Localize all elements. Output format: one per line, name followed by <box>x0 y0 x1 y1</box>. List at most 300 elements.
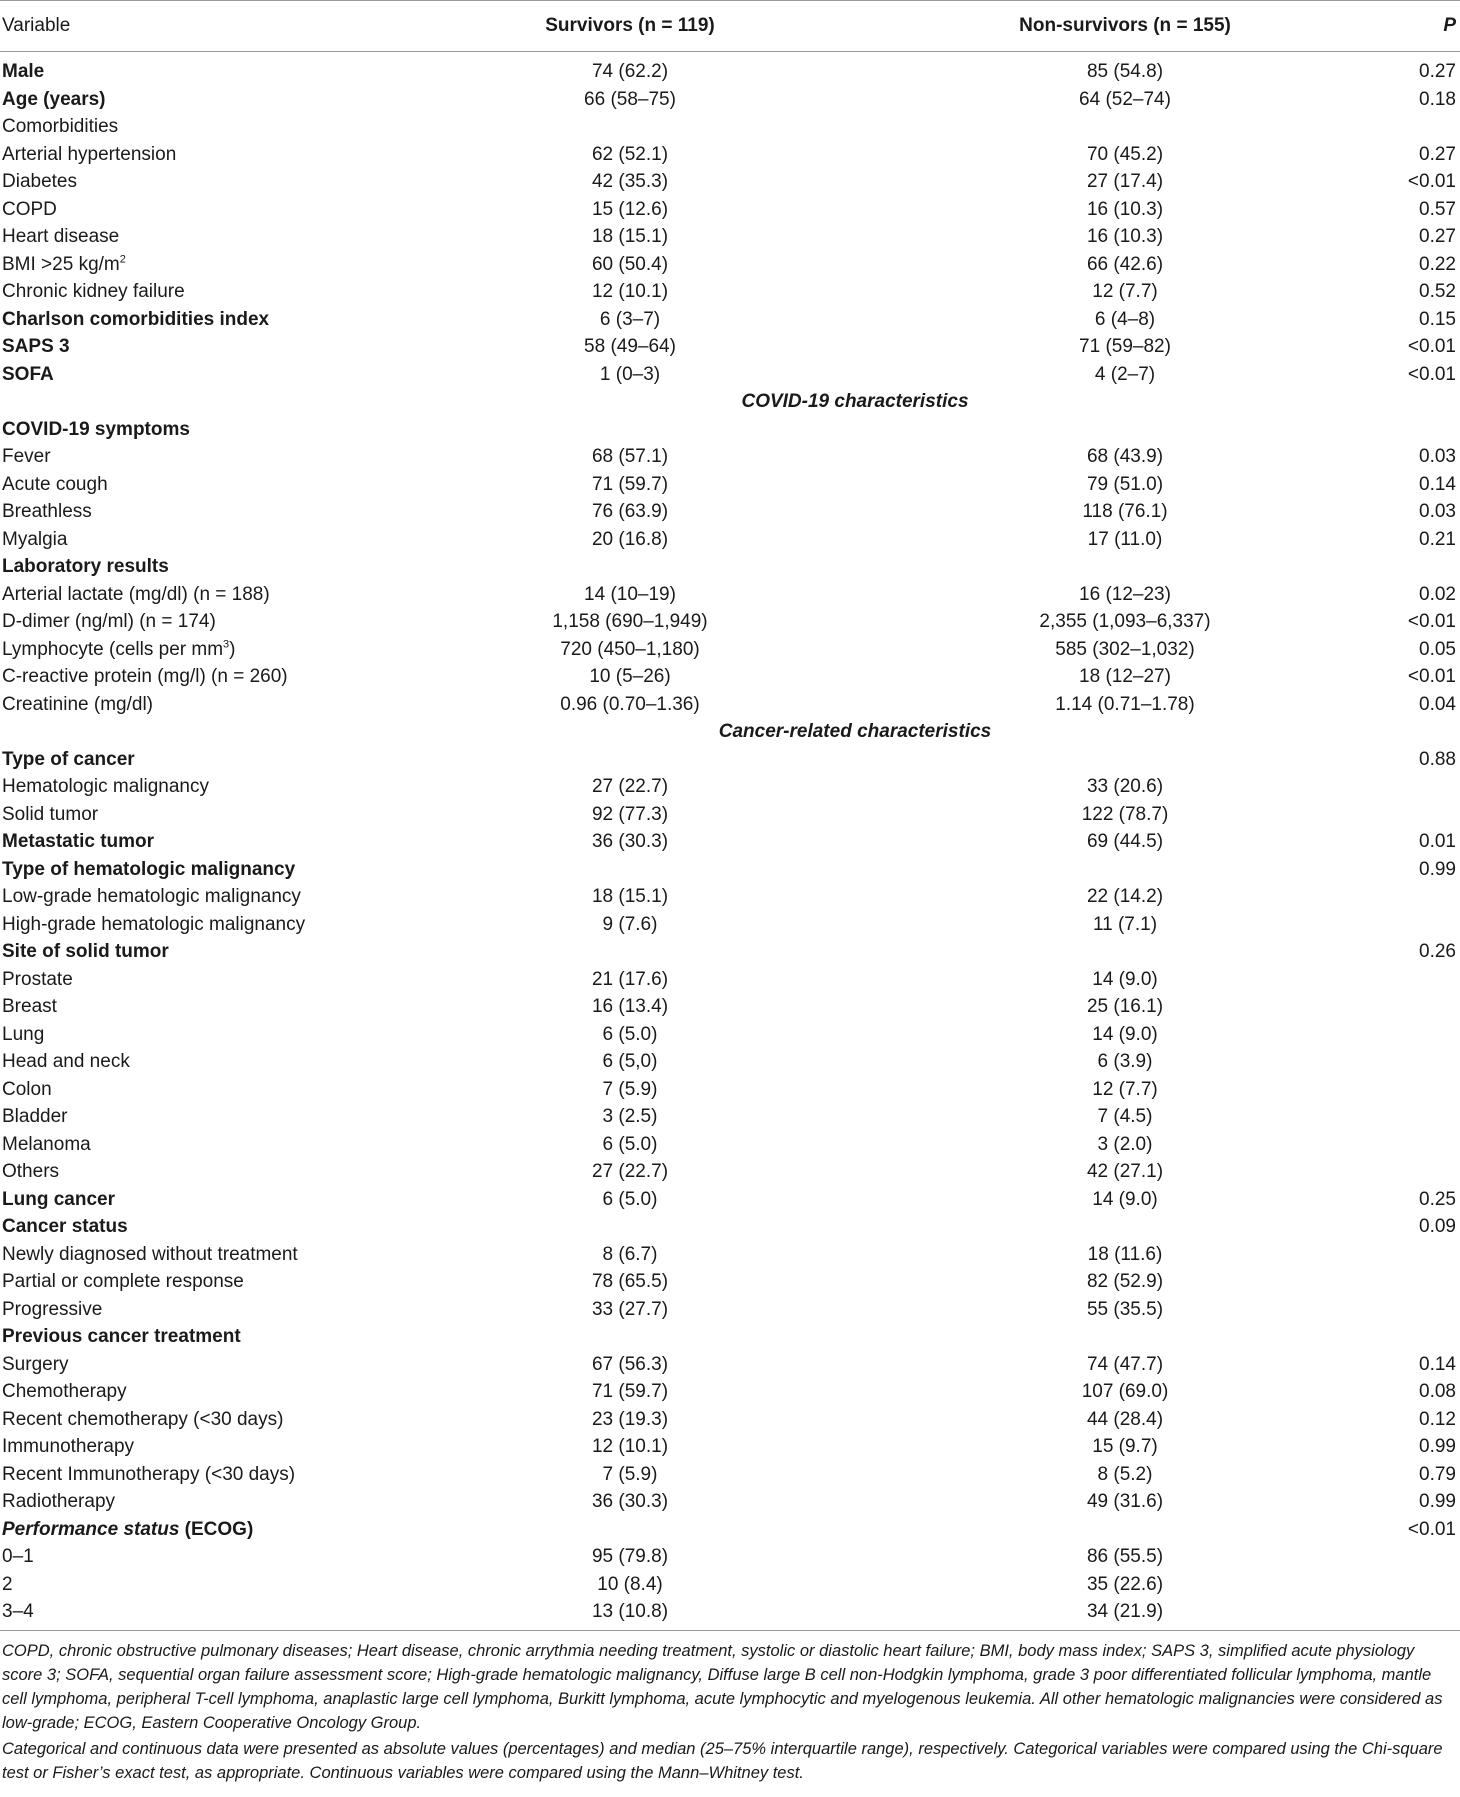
section-row <box>0 718 1460 746</box>
nonsurvivors-value: 6 (4–8) <box>1094 308 1156 330</box>
nonsurvivors-value: 7 (4.5) <box>1097 1106 1153 1127</box>
table-row <box>0 746 1460 774</box>
row-variable <box>0 1323 360 1351</box>
p-value: <0.01 <box>1407 666 1456 687</box>
row-label: Myalgia <box>2 528 68 550</box>
header-variable: Variable <box>0 1 360 52</box>
row-label: Breast <box>2 996 57 1017</box>
nonsurvivors-value: 8 (5.2) <box>1097 1463 1153 1485</box>
row-variable <box>0 141 360 169</box>
survivors-value: 42 (35.3) <box>591 171 669 192</box>
row-variable <box>0 1598 360 1630</box>
p-value: <0.01 <box>1407 611 1456 632</box>
row-variable <box>0 581 360 609</box>
row-variable <box>0 1048 360 1076</box>
row-variable <box>0 1543 360 1571</box>
nonsurvivors-value: 79 (51.0) <box>1086 473 1164 495</box>
p-value <box>1350 1323 1460 1351</box>
survivors-value: 71 (59.7) <box>591 1381 669 1402</box>
row-variable <box>0 1516 360 1544</box>
survivors-value: 3 (2.5) <box>602 1106 658 1127</box>
nonsurvivors-value: 86 (55.5) <box>1086 1546 1164 1567</box>
survivors-value: 76 (63.9) <box>591 501 669 522</box>
nonsurvivors-value: 85 (54.8) <box>1086 61 1164 82</box>
row-variable <box>0 746 360 774</box>
row-label: COPD <box>2 198 57 220</box>
table-row <box>0 526 1460 554</box>
row-label: Hematologic malignancy <box>2 776 209 797</box>
table-row <box>0 1433 1460 1461</box>
row-label: Arterial lactate (mg/dl) (n = 188) <box>2 583 270 605</box>
p-value <box>1350 416 1460 444</box>
table-row <box>0 1406 1460 1434</box>
row-variable <box>0 223 360 251</box>
table-row <box>0 278 1460 306</box>
survivors-value: 60 (50.4) <box>591 253 669 275</box>
survivors-value: 6 (5.0) <box>602 1023 658 1045</box>
survivors-value: 36 (30.3) <box>591 831 669 852</box>
survivors-value: 27 (22.7) <box>591 1161 669 1182</box>
table-row <box>0 306 1460 334</box>
nonsurvivors-value: 82 (52.9) <box>1086 1271 1164 1292</box>
row-variable <box>0 471 360 499</box>
table-footnotes <box>0 1631 1460 1785</box>
row-label: 0–1 <box>2 1546 34 1567</box>
table-row <box>0 498 1460 526</box>
table-row <box>0 1213 1460 1241</box>
nonsurvivors-value: 14 (9.0) <box>1092 1188 1158 1210</box>
p-value: 0.03 <box>1419 501 1456 522</box>
nonsurvivors-value: 34 (21.9) <box>900 1598 1350 1630</box>
survivors-value: 20 (16.8) <box>591 528 669 550</box>
row-variable <box>0 1351 360 1379</box>
survivors-value: 6 (5.0) <box>602 1188 658 1210</box>
nonsurvivors-value <box>900 1323 1350 1351</box>
row-label: Heart disease <box>2 226 120 247</box>
p-value: 0.03 <box>1419 446 1456 467</box>
row-variable <box>0 1131 360 1159</box>
survivors-value: 9 (7.6) <box>602 913 658 935</box>
table-row <box>0 553 1460 581</box>
row-variable <box>0 938 360 966</box>
p-value: 0.18 <box>1419 88 1456 110</box>
row-label: Breathless <box>2 501 92 522</box>
table-row <box>0 1571 1460 1599</box>
header-row <box>0 1 1460 52</box>
table-row <box>0 1351 1460 1379</box>
row-variable <box>0 416 360 444</box>
row-label: C-reactive protein (mg/l) (n = 260) <box>2 666 288 687</box>
table-row <box>0 1076 1460 1104</box>
nonsurvivors-value: 33 (20.6) <box>1086 776 1164 797</box>
row-label: Progressive <box>2 1298 103 1320</box>
row-label: Surgery <box>2 1353 69 1375</box>
survivors-value: 78 (65.5) <box>591 1271 669 1292</box>
nonsurvivors-value <box>900 1516 1350 1544</box>
nonsurvivors-value: 16 (10.3) <box>1086 198 1164 220</box>
survivors-value: 12 (10.1) <box>591 281 669 302</box>
row-label: Lung <box>2 1023 45 1045</box>
table-row <box>0 1241 1460 1269</box>
row-label: Comorbidities <box>2 116 119 137</box>
row-variable <box>0 966 360 994</box>
table-row <box>0 1048 1460 1076</box>
p-value <box>1350 993 1460 1021</box>
section-row <box>0 388 1460 416</box>
table-row <box>0 141 1460 169</box>
header-p-value: P <box>1350 1 1460 52</box>
survivors-value <box>360 1323 900 1351</box>
table-row <box>0 938 1460 966</box>
survivors-value: 15 (12.6) <box>591 198 669 220</box>
nonsurvivors-value: 585 (302–1,032) <box>1055 638 1195 660</box>
nonsurvivors-value: 49 (31.6) <box>1086 1491 1164 1512</box>
survivors-value <box>360 1213 900 1241</box>
survivors-value: 21 (17.6) <box>591 968 669 990</box>
row-label: Metastatic tumor <box>2 831 155 852</box>
nonsurvivors-value: 42 (27.1) <box>1086 1161 1164 1182</box>
section-spacer <box>0 718 360 746</box>
row-label: SOFA <box>2 363 54 385</box>
nonsurvivors-value: 1.14 (0.71–1.78) <box>1055 693 1195 715</box>
survivors-value: 6 (5.0) <box>602 1133 658 1155</box>
table-row <box>0 801 1460 829</box>
nonsurvivors-value: 35 (22.6) <box>1086 1573 1164 1595</box>
p-value <box>1350 773 1460 801</box>
survivors-value <box>360 746 900 774</box>
row-variable <box>0 86 360 114</box>
p-value: 0.26 <box>1419 941 1456 962</box>
row-label: Low-grade hematologic malignancy <box>2 886 301 907</box>
row-variable <box>0 1103 360 1131</box>
survivors-value: 58 (49–64) <box>584 336 676 357</box>
nonsurvivors-value: 17 (11.0) <box>1087 528 1163 550</box>
row-label: Chronic kidney failure <box>2 281 185 302</box>
table-row <box>0 113 1460 141</box>
table-row <box>0 883 1460 911</box>
row-label: Partial or complete response <box>2 1271 244 1292</box>
nonsurvivors-value <box>900 1213 1350 1241</box>
p-value: 0.99 <box>1419 858 1456 880</box>
header-survivors: Survivors (n = 119) <box>360 1 900 52</box>
survivors-value <box>360 113 900 141</box>
row-label: Cancer status <box>2 1216 128 1237</box>
p-value <box>1350 1268 1460 1296</box>
row-label: COVID-19 symptoms <box>2 418 190 440</box>
table-row <box>0 911 1460 939</box>
survivors-value: 92 (77.3) <box>591 803 669 825</box>
table-row <box>0 1103 1460 1131</box>
row-variable <box>0 196 360 224</box>
row-variable <box>0 553 360 581</box>
table-row <box>0 856 1460 884</box>
table-row <box>0 828 1460 856</box>
p-value <box>1350 1241 1460 1269</box>
survivors-value: 0.96 (0.70–1.36) <box>560 693 700 715</box>
section-spacer <box>1350 388 1460 416</box>
p-value: 0.15 <box>1419 308 1456 330</box>
row-variable <box>0 663 360 691</box>
nonsurvivors-value: 12 (7.7) <box>1092 1078 1158 1100</box>
nonsurvivors-value: 122 (78.7) <box>1081 803 1169 825</box>
row-variable <box>0 1241 360 1269</box>
row-label: Colon <box>2 1078 52 1100</box>
row-variable <box>0 801 360 829</box>
row-variable <box>0 856 360 884</box>
row-variable <box>0 1186 360 1214</box>
p-value: 0.12 <box>1419 1408 1456 1430</box>
row-label: Age (years) <box>2 88 106 110</box>
table-row <box>0 1296 1460 1324</box>
row-variable <box>0 691 360 719</box>
row-variable <box>0 168 360 196</box>
row-variable <box>0 113 360 141</box>
p-value: 0.99 <box>1419 1436 1456 1457</box>
row-variable <box>0 1571 360 1599</box>
survivors-value: 10 (8.4) <box>597 1573 663 1595</box>
table-row <box>0 663 1460 691</box>
p-value <box>1350 1021 1460 1049</box>
row-label: Solid tumor <box>2 803 99 825</box>
table-row <box>0 1158 1460 1186</box>
nonsurvivors-value <box>900 856 1350 884</box>
row-label: Charlson comorbidities index <box>2 308 270 330</box>
table-row <box>0 1516 1460 1544</box>
table-row <box>0 471 1460 499</box>
p-value <box>1350 911 1460 939</box>
table-header <box>0 1 1460 52</box>
p-value: 0.79 <box>1419 1463 1456 1485</box>
nonsurvivors-value: 12 (7.7) <box>1092 281 1158 302</box>
table-row <box>0 1323 1460 1351</box>
row-label: Head and neck <box>2 1051 130 1072</box>
p-value <box>1350 1296 1460 1324</box>
row-label: D-dimer (ng/ml) (n = 174) <box>2 611 216 632</box>
p-value <box>1350 113 1460 141</box>
nonsurvivors-value: 3 (2.0) <box>1097 1133 1153 1155</box>
row-variable <box>0 1488 360 1516</box>
table-row <box>0 691 1460 719</box>
row-label-suffix: (ECOG) <box>179 1518 254 1540</box>
nonsurvivors-value: 70 (45.2) <box>1086 143 1164 165</box>
row-label: Radiotherapy <box>2 1491 116 1512</box>
survivors-value: 68 (57.1) <box>591 446 669 467</box>
p-value <box>1350 1158 1460 1186</box>
table-row <box>0 251 1460 279</box>
row-variable <box>0 828 360 856</box>
survivors-value: 71 (59.7) <box>591 473 669 495</box>
row-label-suffix: ) <box>229 638 236 660</box>
p-value: 0.88 <box>1419 748 1456 770</box>
row-variable <box>0 1076 360 1104</box>
header-nonsurvivors: Non-survivors (n = 155) <box>900 1 1350 52</box>
row-variable <box>0 278 360 306</box>
section-spacer <box>0 388 360 416</box>
survivors-value <box>360 856 900 884</box>
row-variable <box>0 1433 360 1461</box>
table-row <box>0 993 1460 1021</box>
p-value: 0.14 <box>1419 1353 1456 1375</box>
p-value <box>1350 1543 1460 1571</box>
nonsurvivors-value: 118 (76.1) <box>1082 501 1168 522</box>
nonsurvivors-value: 66 (42.6) <box>1086 253 1164 275</box>
row-label: 3–4 <box>2 1601 34 1622</box>
survivors-value: 66 (58–75) <box>584 88 676 110</box>
row-label: Type of hematologic malignancy <box>2 858 296 880</box>
p-value: <0.01 <box>1407 336 1456 357</box>
survivors-value: 14 (10–19) <box>584 583 676 605</box>
p-value <box>1350 1598 1460 1630</box>
table-row <box>0 196 1460 224</box>
survivors-value <box>360 1516 900 1544</box>
table-row <box>0 52 1460 86</box>
nonsurvivors-value: 27 (17.4) <box>1086 171 1164 192</box>
table-row <box>0 581 1460 609</box>
table-row <box>0 1021 1460 1049</box>
nonsurvivors-value: 107 (69.0) <box>1081 1381 1169 1402</box>
table-row <box>0 1186 1460 1214</box>
row-variable <box>0 52 360 86</box>
nonsurvivors-value: 22 (14.2) <box>1086 886 1164 907</box>
table-row <box>0 168 1460 196</box>
nonsurvivors-value <box>900 416 1350 444</box>
p-value <box>1350 1571 1460 1599</box>
row-label: Previous cancer treatment <box>2 1326 241 1347</box>
nonsurvivors-value <box>900 113 1350 141</box>
survivors-value: 36 (30.3) <box>591 1491 669 1512</box>
table-row <box>0 1488 1460 1516</box>
table-row <box>0 416 1460 444</box>
section-spacer <box>1350 718 1460 746</box>
survivors-value: 74 (62.2) <box>591 61 669 82</box>
row-variable <box>0 361 360 389</box>
footnote-abbreviations: COPD, chronic obstructive pulmonary diseases; Heart disease, chronic arrythmia needing treatment, systolic or diastolic heart failure; BMI, body mass index; SAPS 3, simplified acute physiology score 3; SOFA, sequential organ failure assessment score; High-grade hematologic malignancy, Diffuse large B cell non-Hodgkin lymphoma, grade 3 poor differentiated follicular lymphoma, mantle cell lymphoma, peripheral T-cell lymphoma, anaplastic large cell lymphoma, Burkitt lymphoma, acute lymphocytic and myelogenous leukemia. All other hematologic malignancies were considered as low-grade; ECOG, Eastern Cooperative Oncology Group. <box>2 1641 1443 1732</box>
row-label: Site of solid tumor <box>2 941 169 962</box>
survivors-value: 12 (10.1) <box>591 1436 669 1457</box>
nonsurvivors-value: 74 (47.7) <box>1086 1353 1164 1375</box>
survivors-value: 18 (15.1) <box>591 886 669 907</box>
survivors-value: 8 (6.7) <box>602 1243 658 1265</box>
table-row <box>0 443 1460 471</box>
nonsurvivors-value: 18 (11.6) <box>1087 1243 1163 1265</box>
p-value: 0.57 <box>1419 198 1456 220</box>
p-value <box>1350 883 1460 911</box>
row-variable <box>0 773 360 801</box>
table-body <box>0 52 1460 1631</box>
table-row <box>0 1598 1460 1630</box>
p-value <box>1350 966 1460 994</box>
nonsurvivors-value: 25 (16.1) <box>1086 996 1164 1017</box>
p-value: <0.01 <box>1407 171 1456 192</box>
p-value <box>1350 553 1460 581</box>
row-label: Recent Immunotherapy (<30 days) <box>2 1463 296 1485</box>
nonsurvivors-value: 6 (3.9) <box>1097 1051 1153 1072</box>
nonsurvivors-value: 68 (43.9) <box>1086 446 1164 467</box>
survivors-value: 18 (15.1) <box>591 226 669 247</box>
row-label: Performance status <box>2 1518 180 1540</box>
p-value: 0.27 <box>1419 226 1456 247</box>
nonsurvivors-value: 71 (59–82) <box>1079 336 1171 357</box>
p-value: 0.27 <box>1419 61 1456 82</box>
table-row <box>0 333 1460 361</box>
row-variable <box>0 251 360 279</box>
table-row <box>0 1378 1460 1406</box>
row-variable <box>0 993 360 1021</box>
p-value: 0.05 <box>1419 638 1456 660</box>
survivors-value: 720 (450–1,180) <box>560 638 700 660</box>
table-row <box>0 1268 1460 1296</box>
row-label: Fever <box>2 446 51 467</box>
survivors-value: 10 (5–26) <box>589 666 671 687</box>
table-row <box>0 608 1460 636</box>
row-label: Immunotherapy <box>2 1436 135 1457</box>
p-value: 0.02 <box>1419 583 1456 605</box>
survivors-value <box>360 938 900 966</box>
row-label: Others <box>2 1161 60 1182</box>
row-label: Lung cancer <box>2 1188 115 1210</box>
row-label: Creatinine (mg/dl) <box>2 693 153 715</box>
row-variable <box>0 1461 360 1489</box>
nonsurvivors-value: 18 (12–27) <box>1079 666 1171 687</box>
nonsurvivors-value: 69 (44.5) <box>1086 831 1164 852</box>
nonsurvivors-value: 2,355 (1,093–6,337) <box>1039 611 1211 632</box>
row-variable <box>0 1158 360 1186</box>
nonsurvivors-value <box>900 553 1350 581</box>
row-label: BMI >25 kg/m <box>2 253 120 275</box>
nonsurvivors-value: 14 (9.0) <box>1092 968 1158 990</box>
footnote-methods: Categorical and continuous data were presented as absolute values (percentages) and median (25–75% interquartile range), respectively. Categorical variables were compared using the Chi-square test or Fisher’s exact test, as appropriate. Continuous variables were compared using the Mann–Whitney test. <box>2 1739 1443 1782</box>
survivors-value: 6 (5,0) <box>602 1051 658 1072</box>
row-variable <box>0 883 360 911</box>
section-title: COVID-19 characteristics <box>741 391 969 412</box>
row-variable <box>0 911 360 939</box>
p-value <box>1350 1103 1460 1131</box>
p-value <box>1350 801 1460 829</box>
p-value <box>1350 1076 1460 1104</box>
survivors-value <box>360 416 900 444</box>
row-variable <box>0 306 360 334</box>
p-value: 0.99 <box>1419 1491 1456 1512</box>
p-value: 0.22 <box>1419 253 1456 275</box>
row-label: Male <box>2 61 45 82</box>
survivors-value: 95 (79.8) <box>591 1546 669 1567</box>
survivors-value: 33 (27.7) <box>591 1298 669 1320</box>
row-label: SAPS 3 <box>2 336 70 357</box>
row-variable <box>0 1378 360 1406</box>
table-row <box>0 966 1460 994</box>
table-row <box>0 1461 1460 1489</box>
p-value: <0.01 <box>1407 1518 1456 1540</box>
p-value: 0.14 <box>1419 473 1456 495</box>
survivors-value: 67 (56.3) <box>591 1353 669 1375</box>
survivors-value: 7 (5.9) <box>602 1078 658 1100</box>
survivors-value: 62 (52.1) <box>591 143 669 165</box>
row-variable <box>0 333 360 361</box>
nonsurvivors-value: 14 (9.0) <box>1092 1023 1158 1045</box>
survivors-value: 6 (3–7) <box>599 308 661 330</box>
row-variable <box>0 1406 360 1434</box>
table-row <box>0 361 1460 389</box>
p-value: <0.01 <box>1407 363 1456 385</box>
row-variable <box>0 1268 360 1296</box>
p-value: 0.01 <box>1419 831 1456 852</box>
row-label-superscript: 3 <box>223 638 230 651</box>
table-row <box>0 636 1460 664</box>
survivors-value: 1 (0–3) <box>599 363 661 385</box>
table-row <box>0 773 1460 801</box>
row-label: Arterial hypertension <box>2 143 177 165</box>
row-label: High-grade hematologic malignancy <box>2 913 306 935</box>
